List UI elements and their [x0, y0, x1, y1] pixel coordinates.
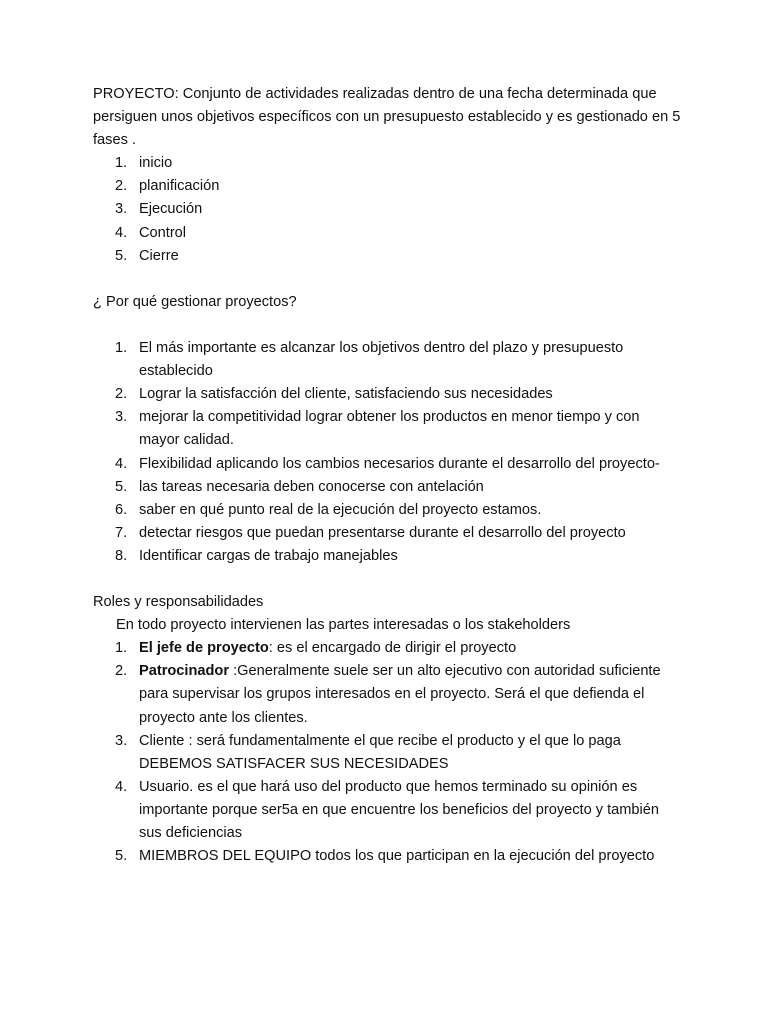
list-item-text: Cierre	[139, 247, 179, 264]
list-number: 8.	[115, 547, 128, 564]
phases-list	[93, 152, 683, 267]
list-item	[93, 222, 683, 245]
list-item-text: El más importante es alcanzar los objetivos dentro del plazo y presupuesto establecido	[139, 340, 624, 380]
list-item	[93, 152, 683, 175]
list-item	[93, 660, 683, 729]
list-item	[93, 337, 683, 383]
list-item-text: detectar riesgos que puedan presentarse durante el desarrollo del proyecto	[139, 524, 626, 541]
list-number: 4.	[115, 778, 128, 795]
list-item	[93, 637, 683, 660]
list-item-text: :Generalmente suele ser un alto ejecutivo con autoridad suficiente para supervisar los grupos interesados en el proyecto. Será el que defienda el proyecto ante los clientes.	[139, 663, 661, 726]
roles-intro: En todo proyecto intervienen las partes interesadas o los stakeholders	[116, 617, 571, 634]
list-item-text: Control	[139, 224, 187, 241]
list-item-text: : es el encargado de dirigir el proyecto	[268, 640, 517, 657]
list-item-text: inicio	[139, 155, 173, 172]
roles-list	[93, 637, 683, 868]
list-item	[93, 476, 683, 499]
list-item	[93, 406, 683, 452]
list-number: 4.	[115, 455, 128, 472]
list-number: 2.	[115, 386, 128, 403]
list-number: 7.	[115, 524, 128, 541]
list-number: 6.	[115, 501, 128, 518]
list-item-text: las tareas necesaria deben conocerse con antelación	[139, 478, 484, 495]
list-item-text: planificación	[139, 178, 220, 195]
list-item	[93, 730, 683, 776]
list-item	[93, 245, 683, 268]
list-item	[93, 845, 683, 868]
list-item-text: Ejecución	[139, 201, 203, 218]
list-number: 1.	[115, 340, 128, 357]
list-item	[93, 545, 683, 568]
list-item-text: Cliente : será fundamentalmente el que recibe el producto y el que lo paga DEBEMOS SATISFACER SUS NECESIDADES	[139, 732, 621, 772]
roles-heading: Roles y responsabilidades	[93, 594, 264, 611]
why-heading: ¿ Por qué gestionar proyectos?	[93, 293, 297, 310]
spacer	[93, 568, 683, 591]
list-item	[93, 383, 683, 406]
list-number: 1.	[115, 640, 128, 657]
list-number: 5.	[115, 478, 128, 495]
list-number: 2.	[115, 178, 128, 195]
list-number: 1.	[115, 155, 128, 172]
list-item-text: Identificar cargas de trabajo manejables	[139, 547, 398, 564]
role-title: El jefe de proyecto	[139, 640, 269, 657]
list-number: 2.	[115, 663, 128, 680]
list-item	[93, 198, 683, 221]
role-title: Patrocinador	[139, 663, 230, 680]
list-item	[93, 499, 683, 522]
list-number: 5.	[115, 848, 128, 865]
list-item-text: Flexibilidad aplicando los cambios necesarios durante el desarrollo del proyecto-	[139, 455, 660, 472]
document-page	[93, 83, 683, 868]
list-item-text: MIEMBROS DEL EQUIPO todos los que participan en la ejecución del proyecto	[139, 848, 655, 865]
list-item	[93, 453, 683, 476]
intro-paragraph: PROYECTO: Conjunto de actividades realizadas dentro de una fecha determinada que persiguen unos objetivos específicos con un presupuesto establecido y es gestionado en 5 fases .	[93, 86, 681, 149]
list-number: 3.	[115, 409, 128, 426]
list-item	[93, 522, 683, 545]
list-number: 4.	[115, 224, 128, 241]
list-number: 5.	[115, 247, 128, 264]
spacer	[93, 268, 683, 291]
reasons-list	[93, 337, 683, 568]
list-item-text: Usuario. es el que hará uso del producto que hemos terminado su opinión es importante porque ser5a en que encuentre los beneficios del proyecto y también sus deficiencias	[139, 778, 660, 841]
list-number: 3.	[115, 201, 128, 218]
spacer	[93, 314, 683, 337]
list-item	[93, 776, 683, 845]
list-item-text: mejorar la competitividad lograr obtener los productos en menor tiempo y con mayor calidad.	[139, 409, 640, 449]
list-item-text: saber en qué punto real de la ejecución del proyecto estamos.	[139, 501, 542, 518]
list-item-text: Lograr la satisfacción del cliente, satisfaciendo sus necesidades	[139, 386, 553, 403]
list-item	[93, 175, 683, 198]
list-number: 3.	[115, 732, 128, 749]
